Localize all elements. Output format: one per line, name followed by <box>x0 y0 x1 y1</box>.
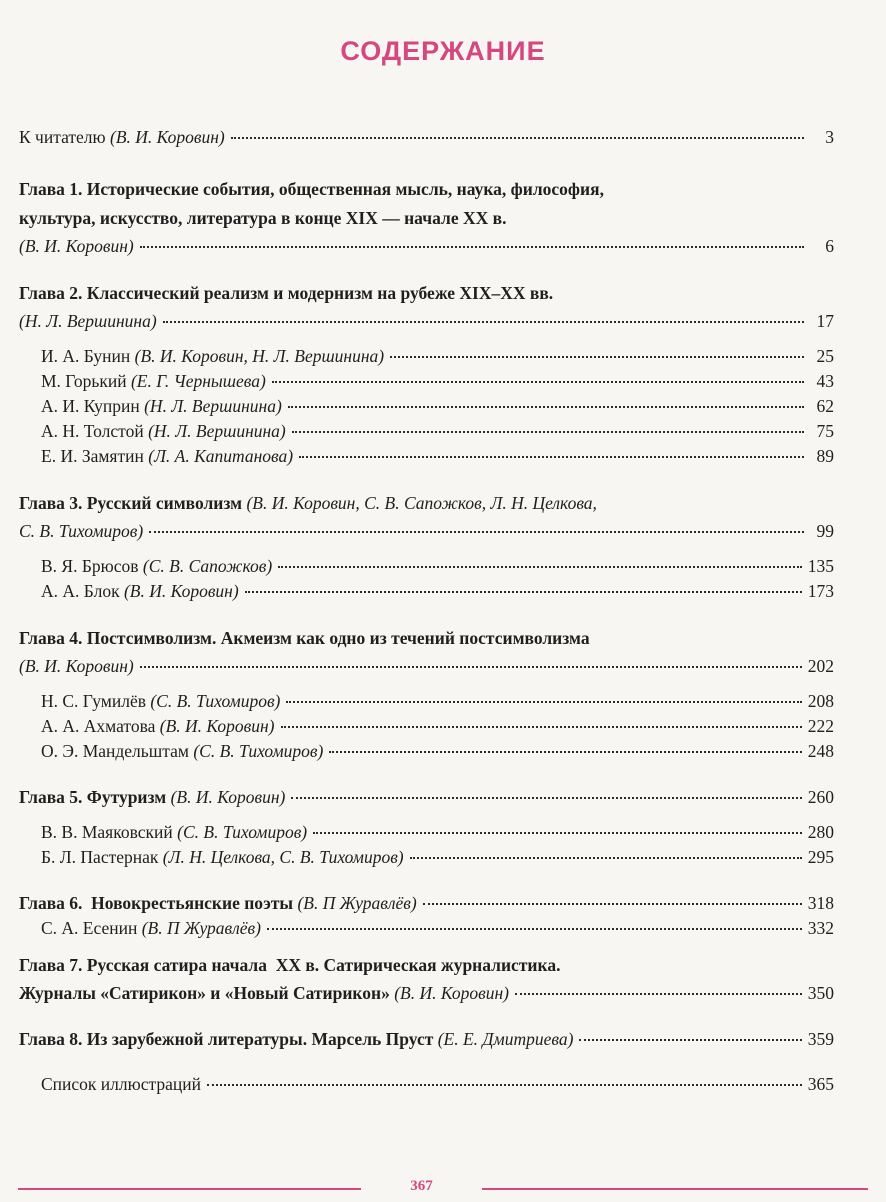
dot-leader <box>140 666 802 668</box>
toc-entry-mandelstam[interactable] <box>19 739 834 764</box>
entry-author: (В. И. Коровин) <box>123 581 239 601</box>
dot-leader <box>313 832 802 834</box>
chapter-3-title-line-1 <box>19 489 834 518</box>
entry-author: (Н. Л. Вершинина) <box>19 311 157 331</box>
chapter-4-title: Глава 4. Постсимволизм. Акмеизм как одно из течений постсимволизма <box>19 628 590 648</box>
table-of-contents <box>19 124 834 1097</box>
toc-entry-kuprin[interactable] <box>19 394 834 419</box>
dot-leader <box>140 246 804 248</box>
dot-leader <box>329 751 801 753</box>
footer-rule-right <box>482 1188 868 1190</box>
dot-leader <box>163 321 804 323</box>
entry-author: (В. П Журавлёв) <box>141 918 261 938</box>
footer-rule-left <box>18 1188 361 1190</box>
toc-entry-intro[interactable] <box>19 124 834 150</box>
dot-leader <box>278 566 802 568</box>
footer-page-number: 367 <box>410 1178 433 1194</box>
dot-leader <box>291 797 801 799</box>
toc-entry-chapter-6[interactable] <box>19 890 834 916</box>
entry-author: (Л. А. Капитанова) <box>148 446 294 466</box>
page-number: 208 <box>807 691 834 711</box>
toc-entry-bunin[interactable] <box>19 344 834 369</box>
entry-author: (С. В. Сапожков) <box>142 556 273 576</box>
page-number: 62 <box>816 396 834 416</box>
entry-author: (Е. Г. Чернышева) <box>130 371 266 391</box>
dot-leader <box>281 726 802 728</box>
page-number: 25 <box>816 346 834 366</box>
dot-leader <box>231 137 804 139</box>
toc-entry-akhmatova[interactable] <box>19 714 834 739</box>
toc-entry-zamyatin[interactable] <box>19 444 834 469</box>
page-number: 295 <box>807 847 834 867</box>
entry-author: (С. В. Тихомиров) <box>177 822 308 842</box>
entry-author: (Е. Е. Дмитриева) <box>437 1029 574 1049</box>
entry-title: А. И. Куприн <box>41 396 140 416</box>
toc-entry-chapter-8[interactable] <box>19 1026 834 1052</box>
chapter-title: Глава 5. Футуризм <box>19 787 167 807</box>
page-number: 280 <box>807 822 834 842</box>
entry-author: (В. И. Коровин, С. В. Сапожков, Л. Н. Целкова, <box>246 493 597 513</box>
page-number: 260 <box>807 787 834 807</box>
entry-author: (В. И. Коровин) <box>170 787 286 807</box>
page-number: 248 <box>807 741 834 761</box>
entry-author: (В. П Журавлёв) <box>297 893 417 913</box>
toc-entry-gorky[interactable] <box>19 369 834 394</box>
entry-author: (Л. Н. Целкова, С. В. Тихомиров) <box>162 847 404 867</box>
page-number: 350 <box>807 983 834 1003</box>
page-number: 99 <box>816 521 834 541</box>
entry-title: В. Я. Брюсов <box>41 556 139 576</box>
dot-leader <box>267 928 802 930</box>
dot-leader <box>410 857 802 859</box>
entry-title: А. А. Блок <box>41 581 120 601</box>
page-number: 202 <box>807 656 834 676</box>
chapter-title: Глава 3. Русский символизм <box>19 493 243 513</box>
toc-entry-chapter-1[interactable] <box>19 233 834 259</box>
dot-leader <box>149 531 804 533</box>
chapter-title: Журналы «Сатирикон» и «Новый Сатирикон» <box>19 983 390 1003</box>
page-number: 173 <box>807 581 834 601</box>
toc-entry-blok[interactable] <box>19 579 834 604</box>
chapter-1-title-line-2: культура, искусство, литература в конце XIX — начале XX в. <box>19 208 507 228</box>
toc-entry-chapter-4[interactable] <box>19 653 834 679</box>
dot-leader <box>245 591 802 593</box>
entry-title: В. В. Маяковский <box>41 822 173 842</box>
entry-author: (С. В. Тихомиров) <box>193 741 324 761</box>
page-title: СОДЕРЖАНИЕ <box>340 36 546 66</box>
toc-entry-bryusov[interactable] <box>19 554 834 579</box>
page-number: 6 <box>825 236 834 256</box>
page-number: 222 <box>807 716 834 736</box>
dot-leader <box>286 701 801 703</box>
page-number: 135 <box>807 556 834 576</box>
entry-title: С. А. Есенин <box>41 918 138 938</box>
entry-title: Б. Л. Пастернак <box>41 847 159 867</box>
page-number: 318 <box>807 893 834 913</box>
toc-entry-illustrations[interactable] <box>19 1072 834 1097</box>
entry-author: (В. И. Коровин) <box>19 236 134 256</box>
entry-author: (В. И. Коровин, Н. Л. Вершинина) <box>134 346 385 366</box>
page-number: 3 <box>825 127 834 147</box>
entry-title: М. Горький <box>41 371 127 391</box>
entry-author: (Н. Л. Вершинина) <box>144 396 282 416</box>
dot-leader <box>515 993 802 995</box>
chapter-1-title-line-1: Глава 1. Исторические события, общественная мысль, наука, философия, <box>19 179 604 199</box>
entry-title: Список иллюстраций <box>41 1074 201 1094</box>
toc-entry-chapter-3[interactable] <box>19 518 834 544</box>
dot-leader <box>299 456 804 458</box>
entry-title: О. Э. Мандельштам <box>41 741 189 761</box>
chapter-title: Глава 6. Новокрестьянские поэты <box>19 893 294 913</box>
toc-entry-chapter-2[interactable] <box>19 308 834 334</box>
page-number: 17 <box>816 311 834 331</box>
dot-leader <box>390 356 804 358</box>
page-number: 89 <box>816 446 834 466</box>
dot-leader <box>423 903 802 905</box>
page-number: 332 <box>807 918 834 938</box>
entry-author: (В. И. Коровин) <box>110 127 225 147</box>
entry-title: Е. И. Замятин <box>41 446 144 466</box>
dot-leader <box>292 431 804 433</box>
page-footer <box>0 1178 886 1202</box>
entry-title: К читателю <box>19 127 106 147</box>
entry-author: С. В. Тихомиров) <box>19 521 144 541</box>
toc-entry-chapter-7[interactable] <box>19 980 834 1006</box>
toc-entry-tolstoy[interactable] <box>19 419 834 444</box>
toc-entry-chapter-5[interactable] <box>19 784 834 810</box>
page-number: 75 <box>816 421 834 441</box>
dot-leader <box>272 381 804 383</box>
dot-leader <box>288 406 804 408</box>
toc-entry-esenin[interactable] <box>19 916 834 941</box>
toc-entry-mayakovsky[interactable] <box>19 820 834 845</box>
toc-entry-pasternak[interactable] <box>19 845 834 870</box>
entry-author: (С. В. Тихомиров) <box>150 691 281 711</box>
entry-author: (Н. Л. Вершинина) <box>148 421 286 441</box>
page-number: 43 <box>816 371 834 391</box>
chapter-2-title: Глава 2. Классический реализм и модернизм на рубеже XIX–XX вв. <box>19 283 554 303</box>
page-number: 365 <box>807 1074 834 1094</box>
chapter-title: Глава 8. Из зарубежной литературы. Марсель Пруст <box>19 1029 434 1049</box>
page-number: 359 <box>807 1029 834 1049</box>
entry-title: Н. С. Гумилёв <box>41 691 146 711</box>
entry-title: И. А. Бунин <box>41 346 131 366</box>
chapter-7-title-line-1: Глава 7. Русская сатира начала XX в. Сатирическая журналистика. <box>19 955 561 975</box>
entry-author: (В. И. Коровин) <box>394 983 509 1003</box>
entry-title: А. А. Ахматова <box>41 716 156 736</box>
dot-leader <box>579 1039 801 1041</box>
entry-author: (В. И. Коровин) <box>19 656 134 676</box>
entry-title: А. Н. Толстой <box>41 421 144 441</box>
entry-author: (В. И. Коровин) <box>159 716 275 736</box>
toc-entry-gumilev[interactable] <box>19 689 834 714</box>
dot-leader <box>207 1084 802 1086</box>
